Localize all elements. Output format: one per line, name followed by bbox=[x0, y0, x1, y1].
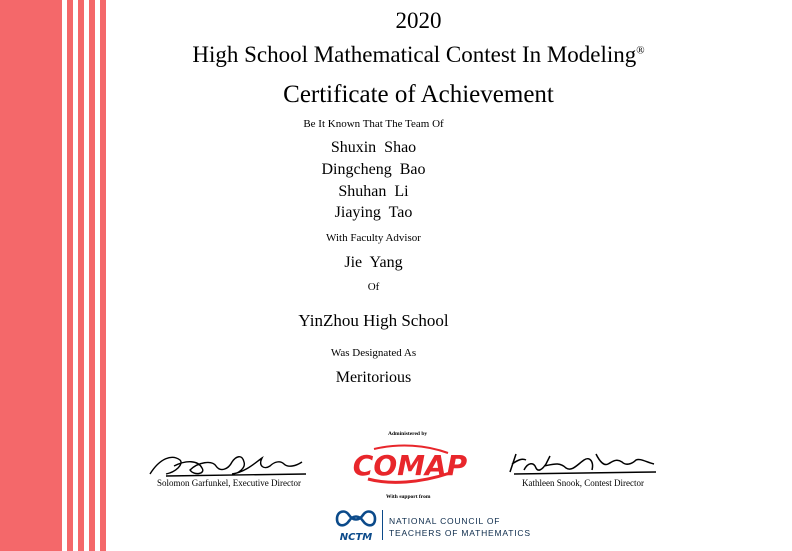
designation: Meritorious bbox=[335, 369, 412, 386]
administered-by-label: Administered by bbox=[388, 431, 428, 437]
team-member: Jiaying Tao bbox=[334, 204, 413, 221]
right-signature-caption: Kathleen Snook, Contest Director bbox=[522, 478, 644, 488]
advisor-label: With Faculty Advisor bbox=[326, 232, 421, 244]
svg-text:NCTM: NCTM bbox=[339, 532, 373, 543]
advisor-name: Jie Yang bbox=[344, 254, 403, 271]
team-member: Dingcheng Bao bbox=[321, 161, 426, 178]
nctm-divider bbox=[382, 510, 383, 540]
school-name: YinZhou High School bbox=[298, 311, 449, 330]
left-signature bbox=[146, 446, 311, 482]
registered-mark: ® bbox=[636, 44, 645, 57]
nctm-logo-icon bbox=[331, 505, 381, 543]
comap-logo bbox=[352, 439, 468, 491]
of-label: Of bbox=[367, 281, 380, 293]
left-signature-caption: Solomon Garfunkel, Executive Director bbox=[157, 478, 301, 488]
nctm-line2: TEACHERS OF MATHEMATICS bbox=[389, 528, 531, 538]
team-member: Shuhan Li bbox=[338, 183, 409, 200]
designation-label: Was Designated As bbox=[330, 347, 417, 359]
certificate-title: Certificate of Achievement bbox=[283, 81, 554, 108]
contest-name: High School Mathematical Contest In Modeling® bbox=[192, 42, 645, 67]
support-from-label: With support from bbox=[386, 494, 431, 500]
team-member: Shuxin Shao bbox=[330, 139, 417, 156]
nctm-line1: NATIONAL COUNCIL OF bbox=[389, 516, 501, 526]
contest-year: 2020 bbox=[395, 8, 442, 33]
svg-text:COMAP: COMAP bbox=[352, 449, 468, 482]
right-signature bbox=[504, 448, 662, 478]
intro-line: Be It Known That The Team Of bbox=[303, 118, 444, 130]
